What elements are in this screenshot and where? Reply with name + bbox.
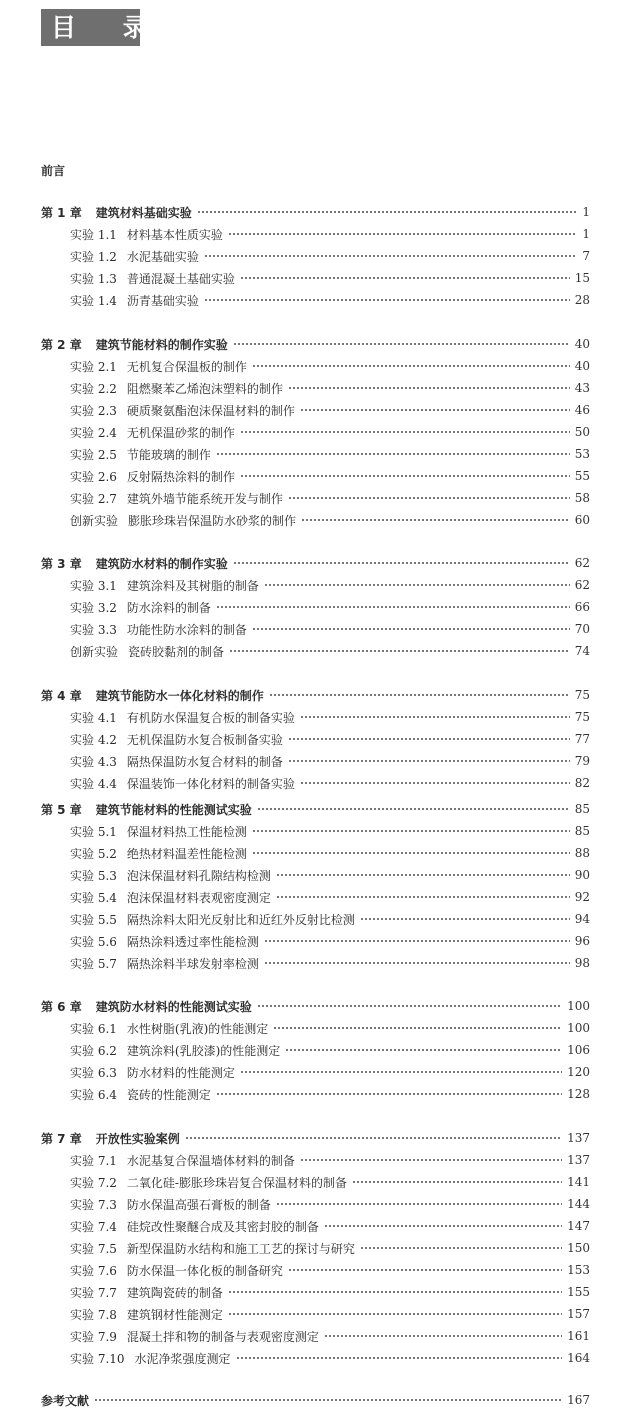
toc-entry-label: 普通混凝土基础实验 — [126, 271, 235, 286]
toc-page-number: 128 — [567, 1087, 590, 1101]
toc-page-number: 155 — [567, 1285, 590, 1299]
toc-item-row — [70, 1304, 590, 1324]
toc-page-number: 150 — [567, 1241, 590, 1255]
toc-page-number: 100 — [567, 999, 590, 1013]
toc-entry-label: 混凝土拌和物的制备与表观密度测定 — [126, 1329, 319, 1344]
toc-item-row — [70, 1150, 590, 1170]
toc-entry-number: 实验 2.1 — [70, 359, 117, 374]
toc-item-row — [70, 510, 590, 530]
toc-item-row — [70, 466, 590, 486]
toc-entry-number: 实验 6.2 — [70, 1043, 117, 1058]
toc-page-number: 62 — [574, 556, 590, 570]
toc-item-row — [70, 597, 590, 617]
toc-item-row — [70, 1216, 590, 1236]
toc-entry-label: 硬质聚氨酯泡沫保温材料的制作 — [126, 403, 295, 418]
toc-entry-label: 有机防水保温复合板的制备实验 — [126, 710, 295, 725]
toc-page-number: 66 — [574, 600, 590, 614]
toc-item-row — [70, 575, 590, 595]
toc-item-row — [70, 356, 590, 376]
toc-entry-number: 第 3 章 — [41, 556, 82, 571]
toc-entry-number: 实验 6.3 — [70, 1065, 117, 1080]
toc-page-number: 120 — [567, 1065, 590, 1079]
toc-entry-number: 第 4 章 — [41, 688, 82, 703]
toc-leader-dots — [288, 1266, 562, 1274]
toc-entry-number: 实验 1.3 — [70, 271, 117, 286]
toc-page-number: 79 — [574, 754, 590, 768]
toc-chapter-row — [41, 1128, 590, 1148]
toc-page-number: 28 — [574, 293, 590, 307]
toc-item-row — [70, 1326, 590, 1346]
toc-item-row — [70, 887, 590, 907]
toc-leader-dots — [300, 1156, 562, 1164]
toc-page-number: 137 — [567, 1131, 590, 1145]
toc-leader-dots — [301, 516, 570, 524]
toc-page-number: 40 — [574, 337, 590, 351]
toc-entry-number: 实验 7.8 — [70, 1307, 117, 1322]
toc-entry-number: 实验 1.1 — [70, 227, 117, 242]
toc-item-row — [70, 268, 590, 288]
toc-page-number: 53 — [574, 447, 590, 461]
toc-item-row — [70, 1282, 590, 1302]
toc-item-row — [70, 1194, 590, 1214]
toc-entry-label: 功能性防水涂料的制备 — [126, 622, 247, 637]
toc-leader-dots — [288, 494, 570, 502]
toc-item-row — [70, 290, 590, 310]
toc-entry-label: 无机保温防水复合板制备实验 — [126, 732, 283, 747]
toc-entry-label: 参考文献 — [41, 1393, 90, 1408]
toc-entry-number: 实验 4.1 — [70, 710, 117, 725]
toc-page-number: 157 — [567, 1307, 590, 1321]
toc-page-number: 62 — [574, 578, 590, 592]
toc-entry-label: 绝热材料温差性能检测 — [126, 846, 247, 861]
toc-entry-number: 实验 1.4 — [70, 293, 117, 308]
toc-entry-number: 实验 1.2 — [70, 249, 117, 264]
toc-page-number: 43 — [574, 381, 590, 395]
toc-page-number: 137 — [567, 1153, 590, 1167]
toc-leader-dots — [300, 713, 570, 721]
toc-entry-label: 隔热涂料半球发射率检测 — [126, 956, 259, 971]
toc-page-number: 141 — [567, 1175, 590, 1189]
toc-leader-dots — [276, 871, 570, 879]
toc-item-row — [70, 1172, 590, 1192]
toc-entry-label: 隔热涂料太阳光反射比和近红外反射比检测 — [126, 912, 355, 927]
toc-page-number: 98 — [574, 956, 590, 970]
toc-entry-label: 防水涂料的制备 — [126, 600, 211, 615]
toc-page-number: 82 — [574, 776, 590, 790]
toc-entry-number: 实验 5.1 — [70, 824, 117, 839]
toc-item-row — [70, 1348, 590, 1368]
toc-page-number: 70 — [574, 622, 590, 636]
toc-item-row — [70, 1062, 590, 1082]
toc-entry-number: 第 6 章 — [41, 999, 82, 1014]
toc-entry-label: 无机保温砂浆的制作 — [126, 425, 235, 440]
toc-chapter-row — [41, 685, 590, 705]
toc-entry-label: 泡沫保温材料孔隙结构检测 — [126, 868, 271, 883]
toc-leader-dots — [264, 937, 570, 945]
toc-entry-label: 防水材料的性能测定 — [126, 1065, 235, 1080]
toc-item-row — [70, 773, 590, 793]
toc-page-number: 100 — [567, 1021, 590, 1035]
toc-entry-label: 建筑材料基础实验 — [95, 205, 192, 220]
toc-entry-label: 建筑节能材料的性能测试实验 — [95, 802, 252, 817]
toc-entry-number: 实验 2.2 — [70, 381, 117, 396]
toc-entry-number: 实验 5.7 — [70, 956, 117, 971]
toc-entry-label: 水泥基础实验 — [126, 249, 199, 264]
toc-leader-dots — [228, 230, 577, 238]
toc-entry-label: 材料基本性质实验 — [126, 227, 223, 242]
toc-entry-number: 实验 5.5 — [70, 912, 117, 927]
toc-entry-label: 节能玻璃的制作 — [126, 447, 211, 462]
toc-page-number: 85 — [574, 824, 590, 838]
toc-page-number: 7 — [582, 249, 590, 263]
toc-leader-dots — [300, 406, 570, 414]
toc-leader-dots — [285, 1046, 562, 1054]
toc-leader-dots — [269, 691, 570, 699]
toc-item-row — [70, 909, 590, 929]
toc-leader-dots — [240, 1068, 562, 1076]
toc-entry-label: 新型保温防水结构和施工工艺的探讨与研究 — [126, 1241, 355, 1256]
toc-entry-label: 防水保温一体化板的制备研究 — [126, 1263, 283, 1278]
toc-entry-number: 实验 7.6 — [70, 1263, 117, 1278]
toc-entry-number: 第 2 章 — [41, 337, 82, 352]
toc-page-number: 90 — [574, 868, 590, 882]
toc-item-row — [70, 422, 590, 442]
toc-entry-label: 建筑节能防水一体化材料的制作 — [95, 688, 264, 703]
toc-page-number: 77 — [574, 732, 590, 746]
toc-item-row — [70, 865, 590, 885]
toc-page-number: 144 — [567, 1197, 590, 1211]
toc-entry-label: 建筑节能材料的制作实验 — [95, 337, 228, 352]
toc-entry-label: 水泥净浆强度测定 — [134, 1351, 231, 1366]
toc-title: 目 录 — [41, 9, 140, 46]
toc-chapter-row — [41, 553, 590, 573]
toc-leader-dots — [257, 805, 570, 813]
toc-entry-number: 第 7 章 — [41, 1131, 82, 1146]
toc-leader-dots — [276, 1200, 562, 1208]
toc-leader-dots — [240, 428, 570, 436]
toc-entry-number: 第 5 章 — [41, 802, 82, 817]
toc-item-row — [70, 729, 590, 749]
toc-entry-label: 防水保温高强石膏板的制备 — [126, 1197, 271, 1212]
toc-leader-dots — [264, 959, 570, 967]
toc-item-row — [70, 444, 590, 464]
toc-item-row — [70, 1084, 590, 1104]
toc-leader-dots — [204, 296, 570, 304]
toc-entry-label: 建筑钢材性能测定 — [126, 1307, 223, 1322]
toc-entry-number: 实验 5.2 — [70, 846, 117, 861]
toc-leader-dots — [300, 779, 570, 787]
toc-item-row — [70, 378, 590, 398]
toc-page-number: 88 — [574, 846, 590, 860]
toc-leader-dots — [252, 362, 570, 370]
toc-item-row — [70, 843, 590, 863]
toc-leader-dots — [264, 581, 570, 589]
toc-item-row — [70, 619, 590, 639]
toc-leader-dots — [252, 625, 570, 633]
toc-entry-number: 实验 4.2 — [70, 732, 117, 747]
toc-entry-label: 瓷砖的性能测定 — [126, 1087, 211, 1102]
toc-entry-label: 建筑涂料及其树脂的制备 — [126, 578, 259, 593]
toc-leader-dots — [324, 1222, 562, 1230]
toc-entry-number: 实验 2.7 — [70, 491, 117, 506]
toc-page-number: 15 — [574, 271, 590, 285]
toc-entry-number: 实验 2.4 — [70, 425, 117, 440]
toc-leader-dots — [240, 472, 570, 480]
toc-entry-label: 泡沫保温材料表观密度测定 — [126, 890, 271, 905]
toc-leader-dots — [216, 603, 570, 611]
toc-entry-number: 实验 7.9 — [70, 1329, 117, 1344]
toc-page-number: 75 — [574, 710, 590, 724]
toc-leader-dots — [228, 1310, 562, 1318]
toc-page-number: 40 — [574, 359, 590, 373]
toc-entry-label: 膨胀珍珠岩保温防水砂浆的制作 — [128, 513, 297, 528]
toc-entry-number: 实验 7.10 — [70, 1351, 125, 1366]
toc-entry-number: 实验 5.3 — [70, 868, 117, 883]
toc-page-number: 85 — [574, 802, 590, 816]
toc-leader-dots — [288, 384, 570, 392]
toc-entry-number: 实验 4.4 — [70, 776, 117, 791]
toc-page-number: 96 — [574, 934, 590, 948]
toc-item-row — [70, 488, 590, 508]
toc-leader-dots — [257, 1002, 562, 1010]
toc-entry-number: 实验 7.7 — [70, 1285, 117, 1300]
toc-entry-number: 实验 7.1 — [70, 1153, 117, 1168]
toc-entry-label: 水性树脂(乳液)的性能测定 — [126, 1021, 269, 1036]
toc-chapter-row — [41, 334, 590, 354]
toc-leader-dots — [252, 827, 570, 835]
toc-item-row — [70, 751, 590, 771]
toc-entry-number: 实验 5.4 — [70, 890, 117, 905]
toc-leader-dots — [276, 893, 570, 901]
toc-page-number: 167 — [567, 1393, 590, 1407]
toc-page-number: 147 — [567, 1219, 590, 1233]
toc-item-row — [70, 641, 590, 661]
toc-leader-dots — [240, 274, 570, 282]
toc-page-number: 1 — [582, 205, 590, 219]
toc-entry-label: 建筑陶瓷砖的制备 — [126, 1285, 223, 1300]
toc-chapter-row — [41, 1390, 590, 1410]
toc-entry-label: 隔热涂料透过率性能检测 — [126, 934, 259, 949]
toc-chapter-row — [41, 996, 590, 1016]
toc-leader-dots — [352, 1178, 562, 1186]
toc-entry-number: 第 1 章 — [41, 205, 82, 220]
toc-page-number: 164 — [567, 1351, 590, 1365]
toc-entry-label: 水泥基复合保温墙体材料的制备 — [126, 1153, 295, 1168]
toc-entry-number: 创新实验 — [70, 644, 119, 659]
toc-entry-number: 实验 7.4 — [70, 1219, 117, 1234]
toc-page-number: 1 — [582, 227, 590, 241]
toc-item-row — [70, 224, 590, 244]
toc-entry-label: 阻燃聚苯乙烯泡沫塑料的制作 — [126, 381, 283, 396]
toc-entry-label: 开放性实验案例 — [95, 1131, 180, 1146]
toc-entry-number: 实验 5.6 — [70, 934, 117, 949]
toc-entry-number: 实验 7.3 — [70, 1197, 117, 1212]
toc-entry-label: 建筑防水材料的制作实验 — [95, 556, 228, 571]
toc-page-number: 75 — [574, 688, 590, 702]
toc-entry-label: 硅烷改性聚醚合成及其密封胶的制备 — [126, 1219, 319, 1234]
toc-entry-number: 实验 4.3 — [70, 754, 117, 769]
toc-item-row — [70, 246, 590, 266]
toc-entry-number: 实验 3.1 — [70, 578, 117, 593]
toc-chapter-row — [41, 799, 590, 819]
toc-entry-number: 创新实验 — [70, 513, 119, 528]
toc-leader-dots — [197, 208, 578, 216]
toc-leader-dots — [233, 559, 570, 567]
toc-entry-number: 实验 2.3 — [70, 403, 117, 418]
toc-leader-dots — [360, 915, 570, 923]
toc-entry-number: 实验 7.2 — [70, 1175, 117, 1190]
toc-entry-label: 无机复合保温板的制作 — [126, 359, 247, 374]
toc-entry-label: 二氧化硅-膨胀珍珠岩复合保温材料的制备 — [126, 1175, 347, 1190]
toc-page-number: 94 — [574, 912, 590, 926]
toc-item-row — [70, 1040, 590, 1060]
toc-entry-number: 实验 7.5 — [70, 1241, 117, 1256]
toc-entry-label: 建筑防水材料的性能测试实验 — [95, 999, 252, 1014]
toc-entry-label: 瓷砖胶黏剂的制备 — [128, 644, 225, 659]
toc-page-number: 50 — [574, 425, 590, 439]
toc-page-number: 92 — [574, 890, 590, 904]
toc-entry-label: 建筑涂料(乳胶漆)的性能测定 — [126, 1043, 281, 1058]
toc-entry-label: 保温材料热工性能检测 — [126, 824, 247, 839]
toc-page-number: 58 — [574, 491, 590, 505]
toc-item-row — [70, 1238, 590, 1258]
toc-entry-label: 反射隔热涂料的制作 — [126, 469, 235, 484]
toc-entry-number: 实验 2.6 — [70, 469, 117, 484]
toc-leader-dots — [360, 1244, 562, 1252]
toc-item-row — [70, 707, 590, 727]
toc-chapter-row — [41, 202, 590, 222]
toc-page-number: 153 — [567, 1263, 590, 1277]
toc-leader-dots — [204, 252, 577, 260]
toc-item-row — [70, 400, 590, 420]
toc-item-row — [70, 931, 590, 951]
toc-leader-dots — [229, 647, 570, 655]
toc-leader-dots — [288, 735, 570, 743]
toc-page-number: 161 — [567, 1329, 590, 1343]
toc-leader-dots — [324, 1332, 562, 1340]
toc-leader-dots — [252, 849, 570, 857]
toc-item-row — [70, 953, 590, 973]
toc-item-row — [70, 1018, 590, 1038]
toc-entry-number: 实验 2.5 — [70, 447, 117, 462]
toc-preface-row — [41, 160, 65, 180]
toc-entry-label: 建筑外墙节能系统开发与制作 — [126, 491, 283, 506]
toc-page-number: 46 — [574, 403, 590, 417]
toc-entry-label: 沥青基础实验 — [126, 293, 199, 308]
toc-entry-number: 实验 6.4 — [70, 1087, 117, 1102]
toc-entry-number: 实验 3.2 — [70, 600, 117, 615]
toc-page-number: 60 — [574, 513, 590, 527]
toc-leader-dots — [185, 1134, 562, 1142]
toc-leader-dots — [94, 1396, 562, 1404]
toc-entry-label: 前言 — [41, 163, 66, 178]
toc-leader-dots — [273, 1024, 562, 1032]
toc-page-number: 74 — [574, 644, 590, 658]
toc-leader-dots — [233, 340, 570, 348]
toc-item-row — [70, 1260, 590, 1280]
toc-leader-dots — [216, 1090, 562, 1098]
toc-leader-dots — [216, 450, 570, 458]
toc-item-row — [70, 821, 590, 841]
toc-page-number: 106 — [567, 1043, 590, 1057]
toc-leader-dots — [288, 757, 570, 765]
toc-leader-dots — [228, 1288, 562, 1296]
toc-entry-number: 实验 6.1 — [70, 1021, 117, 1036]
toc-leader-dots — [236, 1354, 563, 1362]
toc-entry-number: 实验 3.3 — [70, 622, 117, 637]
toc-entry-label: 隔热保温防水复合材料的制备 — [126, 754, 283, 769]
toc-entry-label: 保温装饰一体化材料的制备实验 — [126, 776, 295, 791]
toc-page-number: 55 — [574, 469, 590, 483]
